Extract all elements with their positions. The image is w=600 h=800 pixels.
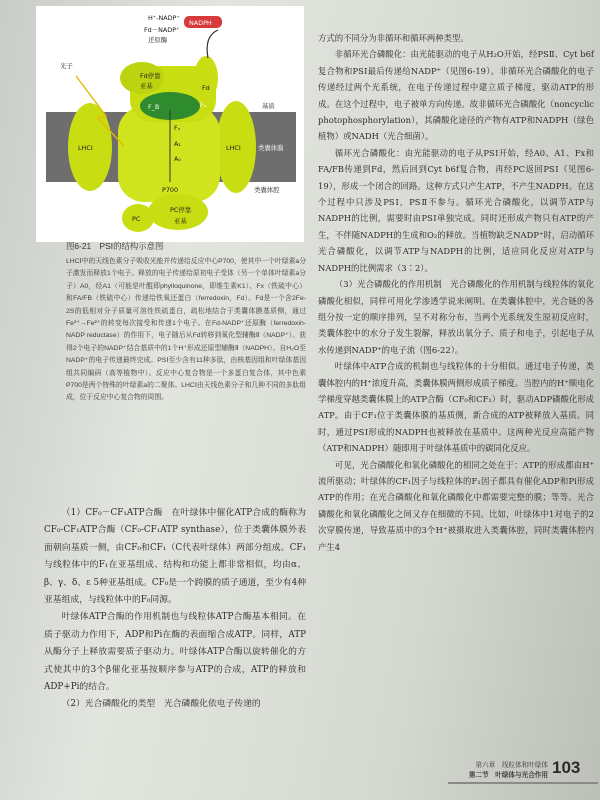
- psi-structure-figure: [36, 6, 304, 242]
- running-head-section: 第二节 叶绿体与光合作用: [468, 772, 548, 779]
- right-paragraph-6: 可见，光合磷酸化和氧化磷酸化的相同之处在于：ATP的形成都由H⁺流所驱动；叶绿体的CF₁因子与线粒体的F₁因子都具有催化ADP和Pi形成ATP的作用；在光合磷酸化和氧化磷酸化中都需要完整的膜；等等。光合磷酸化和氧化磷酸化之间又存在细微的不同。比如，叶绿体中1对电子的2次穿膜传递，导致基质中的3个H⁺被摄取进入类囊体腔，同时类囊体腔内产生4: [318, 459, 594, 552]
- right-column: [318, 30, 594, 555]
- label-a1: A₁: [174, 140, 181, 148]
- page-number: 103: [552, 758, 581, 777]
- label-fx: Fₓ: [174, 124, 181, 132]
- label-fd-nadp: Fd－NADP⁺: [144, 26, 180, 34]
- left-paragraph-3: （2）光合磷酸化的类型 光合磷酸化依电子传递的: [61, 699, 261, 710]
- label-p700: P700: [162, 186, 179, 194]
- label-lhc-right: LHCⅠ: [226, 144, 241, 152]
- label-h-nadp: H⁺-NADP⁺: [148, 14, 180, 22]
- label-nadph: NADPH: [189, 19, 212, 27]
- left-column: [44, 505, 306, 714]
- label-a0: A₀: [174, 155, 181, 163]
- label-fd-docking: Fd停靠: [140, 72, 161, 80]
- label-lumen: 类囊体腔: [254, 186, 280, 194]
- figure-description: [66, 256, 306, 405]
- label-subunit: 亚基: [140, 82, 153, 90]
- right-paragraph-2: 非循环光合磷酸化：由光能驱动的电子从H₂O开始，经PSⅡ、Cyt b6f复合物和PSⅠ最后传递给NADP⁺（见图6-19）。非循环光合磷酸化的电子传递经过两个光系统，在电子传递过程中建立质子梯度，驱动ATP的形成。在这个过程中，电子被单方向传递。故非循环光合磷酸化（noncyclic photophosphorylation），其磷酸化途径的产物有ATP和NADPH（绿色植物）或NADH（光合细菌）。: [318, 49, 594, 142]
- right-paragraph-3: 循环光合磷酸化：由光能驱动的电子从PSⅠ开始，经A0、A1、Fx和FA/FB传递到Fd，然后回到Cyt b6f复合物，再经PC返回PSⅠ（见图6-19），形成一个闭合的回路。这种方式只产生ATP，不产生NADPH。在这个过程中只涉及PSⅠ，PSⅡ不参与。循环光合磷酸化，以调节ATP与NADPH的比例，需要时由PSⅠ单独完成。同时还形成产物只有ATP的产生，不伴随NADPH的生成和O₂的释放。当植物缺乏NADP⁺时，启动循环光合磷酸化，以调节ATP与NADPH的比例，适应同化反应对ATP与NADPH的比例需求（3∶2）。: [318, 147, 594, 273]
- running-head-chapter: 第六章 线粒体和叶绿体: [475, 762, 548, 769]
- label-membrane: 类囊体膜: [258, 144, 284, 152]
- label-fa: Fₐ: [200, 101, 207, 109]
- running-head: [448, 761, 548, 781]
- right-paragraph-4: （3）光合磷酸化的作用机制 光合磷酸化的作用机制与线粒体的氧化磷酸化相似，同样可用化学渗透学说来阐明。在类囊体腔中，光合链的各组分按一定的顺序排列，呈不对称分布，当两个光系统发生原初反应时，类囊体腔中的水分子发生裂解，释放出氧分子、质子和电子，引起电子从水传递到NADP⁺的电子流（图6-22）。: [318, 279, 594, 355]
- label-photon: 光子: [60, 62, 73, 70]
- left-paragraph-2: 叶绿体ATP合酶的作用机制也与线粒体ATP合酶基本相同。在质子驱动力作用下，ADP和Pi在酶的表面缩合成ATP。同样，ATP从酶分子上释放需要质子驱动力。叶绿体ATP合酶以旋转催化的方式使其中的3个β催化亚基按顺序参与ATP的合成，ATP的释放和ADP+Pi的结合。: [44, 612, 306, 693]
- psi-diagram: [36, 6, 304, 242]
- label-pc-subunit: 亚基: [174, 217, 187, 225]
- footer-rule: [448, 782, 598, 784]
- label-reductase: 还原酶: [148, 36, 168, 44]
- label-pc: PC: [132, 215, 141, 223]
- left-paragraph-1: （1）CF₀－CF₁ATP合酶 在叶绿体中催化ATP合成的酶称为CF₀-CF₁ATP合酶（CF₀-CF₁ATP synthase），位于类囊体膜外表面朝向基质一侧，由CF₀和CF₁（C代表叶绿体）两部分组成。CF₁与线粒体中的F₁在亚基组成、结构和功能上都非常相似，均由α、β、γ、δ、ε 5种亚基组成。CF₀是一个跨膜的质子通道，至少有4种亚基组成，与线粒体中的F₀同源。: [44, 508, 306, 606]
- label-fd: Fd: [202, 84, 210, 92]
- figure-caption: 图6-21 PSⅠ的结构示意图: [66, 241, 164, 251]
- label-stroma: 基质: [262, 102, 275, 110]
- label-pc-docking: PC停靠: [170, 206, 192, 214]
- right-paragraph-5: 叶绿体中ATP合成的机制也与线粒体的十分相似。通过电子传递，类囊体腔内的H⁺浓度升高，类囊体膜两侧形成质子梯度。当腔内的H⁺顺电化学梯度穿越类囊体膜上的ATP合酶（CF₀和CF₁）时，驱动ADP磷酸化形成ATP。由于CF₁位于类囊体膜的基质侧，新合成的ATP被释放入基质。同时，通过PSⅠ形成的NADPH也被释放在基质中。这两种光反应高能产物（ATP和NADPH）随即用于叶绿体基质中的碳同化反应。: [318, 361, 594, 454]
- right-paragraph-1: 方式的不同分为非循环和循环两种类型。: [318, 33, 469, 43]
- fd-protein: [194, 56, 218, 100]
- figure-description-paragraph: LHCⅠ中的天线色素分子吸收光能并传递给反应中心P700，使其中一个叶绿素a分子激发而释放1个电子。释放的电子传递给原初电子受体（另一个单体叶绿素a分子）A0，经A1（可能是叶醌即phylloquinone，即维生素K1）、Fx（铁硫中心）和FA/FB（铁硫中心）传递给铁氧还蛋白（ferredoxin，Fd）。Fd是一个含2Fe-2S的低相对分子质量可溶性铁硫蛋白，疏松地结合于类囊体膜基质侧，通过Fe³⁺→Fe²⁺的转变每次接受和传递1个电子。在Fd-NADP⁺还原酶（ferredoxin-NADP reductase）的作用下，电子随后从Fd转移到氧化型辅酶Ⅱ（NADP⁺）。获得2个电子的NADP⁺结合基质中的1个H⁺形成还原型辅酶Ⅱ（NADPH）。自H₂O至NADP⁺的电子传递最终完成。PSⅠ至少含有11种多肽，由核基因组和叶绿体基因组共同编码（高等植物中）。反应中心复合物是一个多蛋白复合体，其中色素P700是两个特殊的叶绿素a的二聚体。LHCⅠ由天线色素分子和几种不同的多肽组成，位于反应中心复合物的周围。: [66, 258, 306, 402]
- label-lhc-left: LHCⅠ: [78, 144, 93, 152]
- label-fb: F_B: [148, 103, 160, 111]
